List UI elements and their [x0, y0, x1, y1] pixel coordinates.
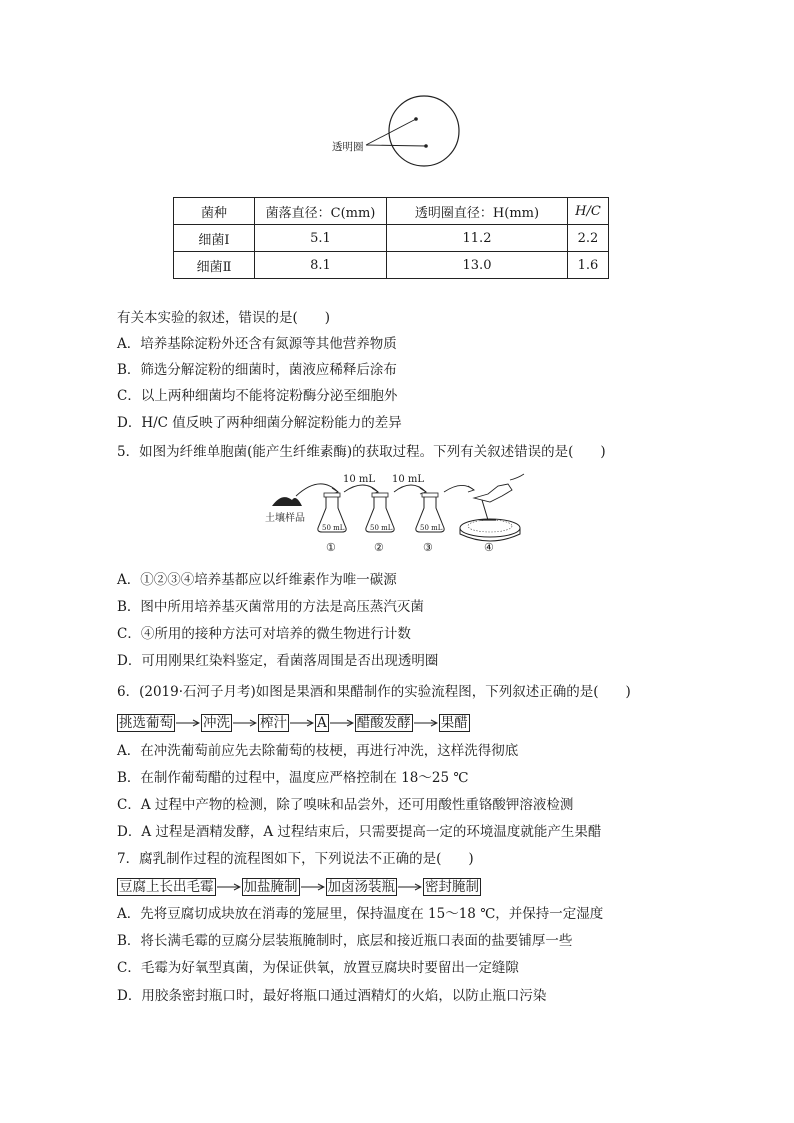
flow-step: 挑选葡萄 — [119, 715, 173, 731]
step-label: ③ — [423, 541, 433, 554]
flask-volume-label: 50 mL — [420, 524, 443, 532]
transfer-volume-label: 10 mL — [392, 474, 425, 485]
q6-option-d: D．A 过程是酒精发酵，A 过程结束后，只需要提高一定的环境温度就能产生果醋 — [117, 824, 602, 840]
transparent-circle-label: 透明圈 — [332, 141, 364, 153]
flow-step: 醋酸发酵 — [356, 715, 411, 731]
flow-step: 密封腌制 — [425, 879, 479, 895]
q4-option-d: D．H/C 值反映了两种细菌分解淀粉能力的差异 — [117, 415, 402, 431]
q6-flowchart — [117, 714, 470, 732]
q7-option-d: D．用胶条密封瓶口时，最好将瓶口通过酒精灯的火焰，以防止瓶口污染 — [117, 988, 547, 1004]
arrow-right-icon — [233, 718, 257, 728]
q4-option-a: A．培养基除淀粉外还含有氮源等其他营养物质 — [117, 336, 397, 352]
q6-stem: 6．(2019·石河子月考)如图是果酒和果醋制作的实验流程图，下列叙述正确的是( ) — [117, 684, 631, 700]
flow-step: 豆腐上长出毛霉 — [119, 879, 214, 895]
table-cell: 8.1 — [255, 252, 387, 279]
q7-flowchart — [117, 878, 481, 896]
q5-option-b: B．图中所用培养基灭菌常用的方法是高压蒸汽灭菌 — [117, 599, 424, 615]
table-header-cell: 菌落直径：C(mm) — [255, 198, 387, 225]
q7-option-c: C．毛霉为好氧型真菌，为保证供氧，放置豆腐块时要留出一定缝隙 — [117, 960, 519, 976]
step-label: ① — [326, 541, 336, 554]
q6-option-b: B．在制作葡萄醋的过程中，温度应严格控制在 18～25 ℃ — [117, 770, 469, 786]
q5-option-d: D．可用刚果红染料鉴定，看菌落周围是否出现透明圈 — [117, 653, 439, 669]
table-header-cell: 菌种 — [174, 198, 255, 225]
flow-step: 加卤汤装瓶 — [327, 879, 395, 895]
arrow-right-icon — [217, 882, 241, 892]
q6-option-a: A．在冲洗葡萄前应先去除葡萄的枝梗，再进行冲洗，这样洗得彻底 — [117, 743, 519, 759]
transfer-volume-label: 10 mL — [343, 474, 376, 485]
flow-step: 榨汁 — [260, 715, 287, 731]
q7-option-b: B．将长满毛霉的豆腐分层装瓶腌制时，底层和接近瓶口表面的盐要铺厚一些 — [117, 933, 573, 949]
q7-stem: 7．腐乳制作过程的流程图如下，下列说法不正确的是( ) — [117, 851, 474, 867]
arrow-right-icon — [414, 718, 438, 728]
table-cell: 13.0 — [387, 252, 568, 279]
colony-data-table — [173, 197, 609, 279]
q5-option-a: A．①②③④培养基都应以纤维素作为唯一碳源 — [117, 572, 397, 588]
table-cell: 5.1 — [255, 225, 387, 252]
table-cell: 1.6 — [568, 252, 609, 279]
table-cell: 2.2 — [568, 225, 609, 252]
flow-step: 果醋 — [440, 715, 468, 731]
q5-stem: 5．如图为纤维单胞菌(能产生纤维素酶)的获取过程。下列有关叙述错误的是( ) — [117, 444, 606, 460]
arrow-right-icon — [176, 718, 200, 728]
q6-option-c: C．A 过程中产物的检测，除了嗅味和品尝外，还可用酸性重铬酸钾溶液检测 — [117, 797, 574, 813]
table-header-cell: H/C — [568, 198, 609, 225]
arrow-right-icon — [330, 718, 354, 728]
q4-stem: 有关本实验的叙述，错误的是( ) — [117, 310, 331, 326]
table-row — [174, 252, 609, 279]
table-cell: 细菌Ⅰ — [174, 225, 255, 252]
flow-step: 冲洗 — [203, 715, 230, 731]
table-cell: 细菌Ⅱ — [174, 252, 255, 279]
table-header-row — [174, 198, 609, 225]
table-row — [174, 225, 609, 252]
step-label: ④ — [484, 541, 494, 554]
flow-step: A — [317, 715, 327, 731]
flask-volume-label: 50 mL — [322, 524, 345, 532]
soil-sample-label: 土壤样品 — [265, 513, 305, 524]
q4-option-b: B．筛选分解淀粉的细菌时，菌液应稀释后涂布 — [117, 362, 397, 378]
q4-option-c: C．以上两种细菌均不能将淀粉酶分泌至细胞外 — [117, 388, 398, 404]
q7-option-a: A．先将豆腐切成块放在消毒的笼屉里，保持温度在 15～18 ℃，并保持一定湿度 — [117, 906, 604, 922]
arrow-right-icon — [301, 882, 325, 892]
table-cell: 11.2 — [387, 225, 568, 252]
q5-option-c: C．④所用的接种方法可对培养的微生物进行计数 — [117, 626, 411, 642]
flow-step: 加盐腌制 — [243, 879, 298, 895]
plate-figure — [330, 95, 465, 170]
arrow-right-icon — [398, 882, 422, 892]
arrow-right-icon — [290, 718, 314, 728]
step-label: ② — [374, 541, 384, 554]
table-header-cell: 透明圈直径：H(mm) — [387, 198, 568, 225]
flask-volume-label: 50 mL — [370, 524, 393, 532]
